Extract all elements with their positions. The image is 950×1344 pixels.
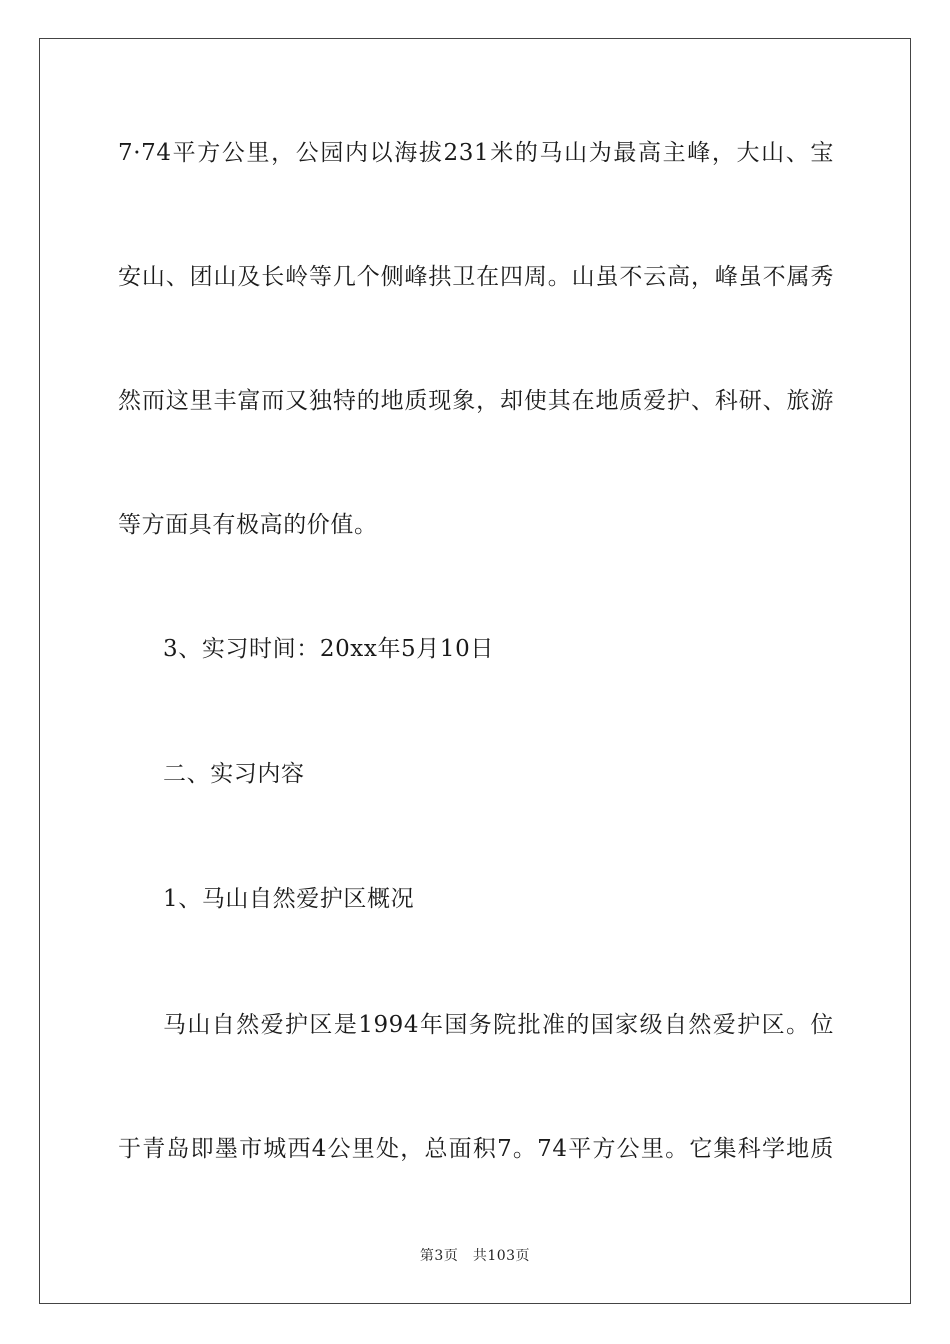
section-heading-internship-content: 二、实习内容	[163, 761, 305, 787]
paragraph-line-1: 7·74平方公里，公园内以海拔231米的马山为最高主峰，大山、宝	[118, 140, 834, 166]
page-border	[39, 38, 911, 1304]
page-number-footer: 第3页 共103页	[419, 1248, 531, 1264]
internship-time-line: 3、实习时间：20xx年5月10日	[163, 636, 494, 662]
paragraph-line-9: 于青岛即墨市城西4公里处，总面积7。74平方公里。它集科学地质	[118, 1136, 834, 1162]
subsection-heading-overview: 1、马山自然爱护区概况	[163, 886, 415, 912]
paragraph-line-3: 然而这里丰富而又独特的地质现象，却使其在地质爱护、科研、旅游	[118, 388, 834, 414]
paragraph-line-2: 安山、团山及长岭等几个侧峰拱卫在四周。山虽不云高，峰虽不属秀	[118, 264, 834, 290]
paragraph-line-4: 等方面具有极高的价值。	[118, 512, 378, 538]
paragraph-line-8: 马山自然爱护区是1994年国务院批准的国家级自然爱护区。位	[163, 1012, 834, 1038]
